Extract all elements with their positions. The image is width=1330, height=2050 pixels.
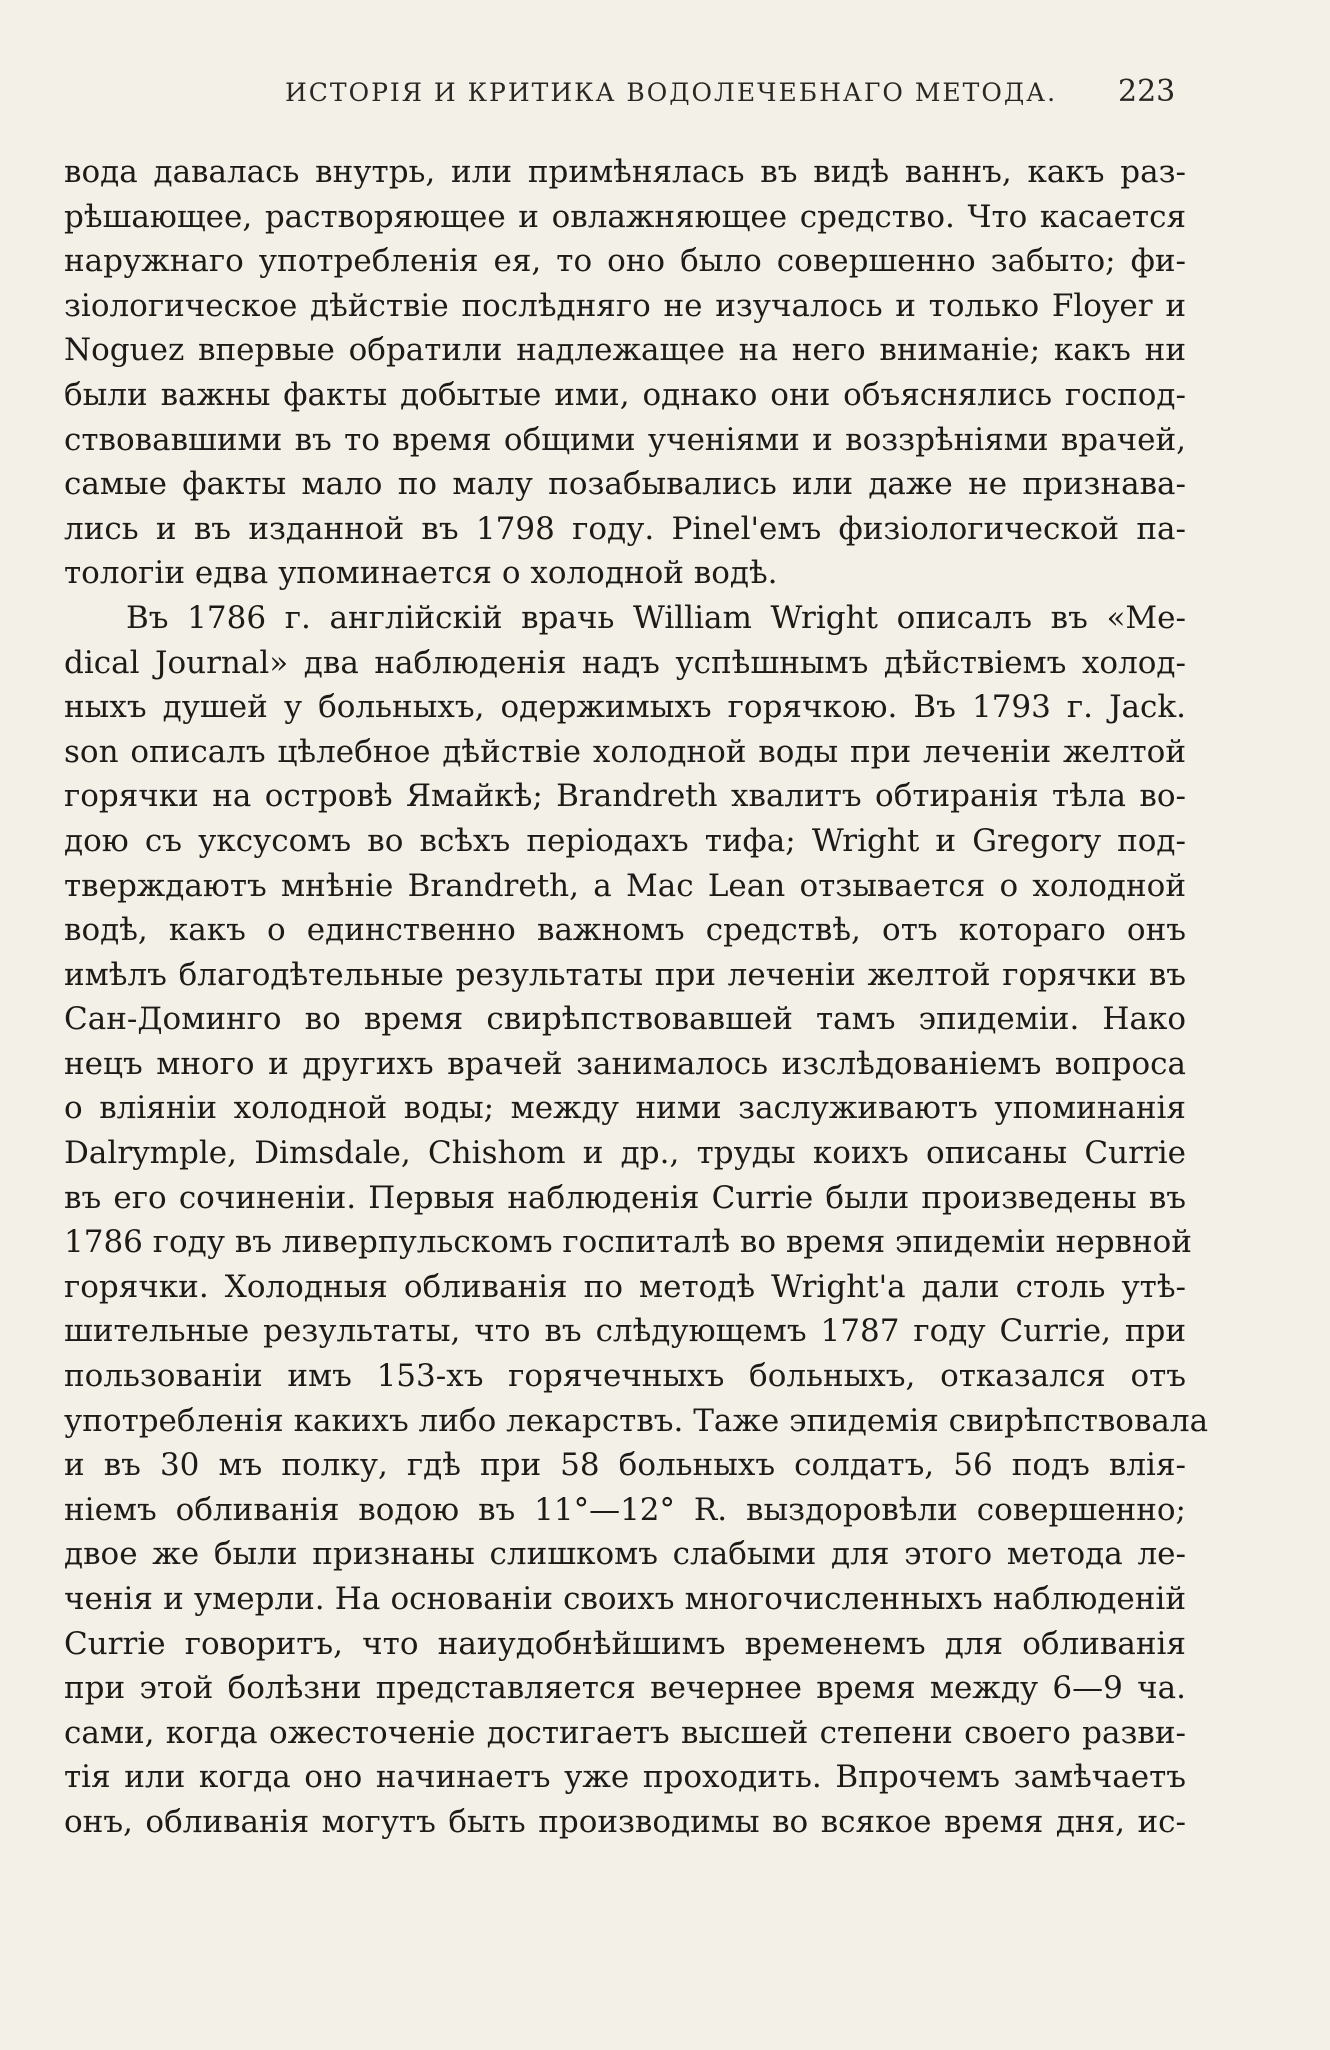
text-line: ныхъ душей у больныхъ, одержимыхъ горячкою. Въ 1793 г. Jack.	[64, 689, 1186, 726]
text-line: Dalrymple, Dimsdale, Chishom и др., труды коихъ описаны Currie	[64, 1135, 1186, 1172]
text-line: наружнаго употребленія ея, то оно было совершенно забыто; фи-	[64, 243, 1186, 280]
text-line: сами, когда ожесточеніе достигаетъ высшей степени своего разви-	[64, 1714, 1186, 1751]
running-head: ИСТОРІЯ И КРИТИКА ВОДОЛЕЧЕБНАГО МЕТОДА.	[285, 78, 1058, 107]
text-line: Въ 1786 г. англійскій врачь William Wright описалъ въ «Me-	[126, 599, 1186, 636]
text-line: тологіи едва упоминается о холодной водѣ.	[64, 555, 778, 592]
text-line: дою съ уксусомъ во всѣхъ періодахъ тифа; Wright и Gregory под-	[64, 822, 1186, 859]
text-line: Currie говоритъ, что наиудобнѣйшимъ временемъ для обливанія	[64, 1625, 1186, 1662]
text-line: о вліяніи холодной воды; между ними заслуживаютъ упоминанія	[64, 1090, 1186, 1127]
text-line: онъ, обливанія могутъ быть производимы во всякое время дня, ис-	[64, 1803, 1186, 1840]
text-line: ствовавшими въ то время общими ученіями и воззрѣніями врачей,	[64, 421, 1186, 458]
body-text	[64, 150, 1209, 1845]
text-line: 1786 году въ ливерпульскомъ госпиталѣ во время эпидеміи нервной	[64, 1224, 1192, 1261]
text-line: водѣ, какъ о единственно важномъ средствѣ, отъ котораго онъ	[64, 912, 1186, 949]
text-line: шительные результаты, что въ слѣдующемъ 1787 году Currie, при	[64, 1313, 1186, 1350]
text-line: dical Journal» два наблюденія надъ успѣшнымъ дѣйствіемъ холод-	[64, 644, 1186, 681]
text-line: Noguez впервые обратили надлежащее на него вниманіе; какъ ни	[64, 332, 1186, 369]
text-line: имѣлъ благодѣтельные результаты при леченіи желтой горячки въ	[64, 956, 1186, 993]
text-line: Сан-Доминго во время свирѣпствовавшей тамъ эпидеміи. Нако	[64, 1001, 1186, 1038]
text-line: тія или когда оно начинаетъ уже проходить. Впрочемъ замѣчаетъ	[64, 1759, 1186, 1796]
text-line: вода давалась внутрь, или примѣнялась въ видѣ ваннъ, какъ раз-	[64, 154, 1186, 190]
text-line: при этой болѣзни представляется вечернее время между 6—9 ча.	[64, 1670, 1186, 1707]
text-line: ніемъ обливанія водою въ 11°—12° R. выздоровѣли совершенно;	[64, 1491, 1186, 1528]
text-line: son описалъ цѣлебное дѣйствіе холодной воды при леченіи желтой	[64, 733, 1186, 770]
page-number: 223	[1118, 74, 1176, 109]
text-line: пользованіи имъ 153-хъ горячечныхъ больныхъ, отказался отъ	[64, 1358, 1186, 1395]
text-line: самые факты мало по малу позабывались или даже не признава-	[64, 466, 1186, 503]
text-line: были важны факты добытые ими, однако они объяснялись господ-	[64, 376, 1186, 413]
text-line: употребленія какихъ либо лекарствъ. Таже эпидемія свирѣпствовала	[64, 1402, 1209, 1439]
text-line: тверждаютъ мнѣніе Brandreth, а Mac Lean отзывается о холодной	[64, 867, 1186, 904]
text-line: двое же были признаны слишкомъ слабыми для этого метода ле-	[64, 1536, 1186, 1573]
text-line: зіологическое дѣйствіе послѣдняго не изучалось и только Floyer и	[64, 287, 1186, 324]
text-line: ченія и умерли. На основаніи своихъ многочисленныхъ наблюденій	[64, 1581, 1186, 1617]
text-line: горячки. Холодныя обливанія по методѣ Wright'а дали столь утѣ-	[64, 1268, 1186, 1305]
text-line: горячки на островѣ Ямайкѣ; Brandreth хвалитъ обтиранія тѣла во-	[64, 778, 1186, 815]
text-line: лись и въ изданной въ 1798 году. Pinel'емъ физіологической па-	[64, 510, 1186, 547]
text-line: и въ 30 мъ полку, гдѣ при 58 больныхъ солдатъ, 56 подъ влія-	[64, 1447, 1186, 1484]
text-line: нецъ много и другихъ врачей занималось изслѣдованіемъ вопроса	[64, 1045, 1186, 1082]
text-line: рѣшающее, растворяющее и овлажняющее средство. Что касается	[64, 198, 1186, 235]
text-line: въ его сочиненіи. Первыя наблюденія Currie были произведены въ	[64, 1179, 1186, 1216]
